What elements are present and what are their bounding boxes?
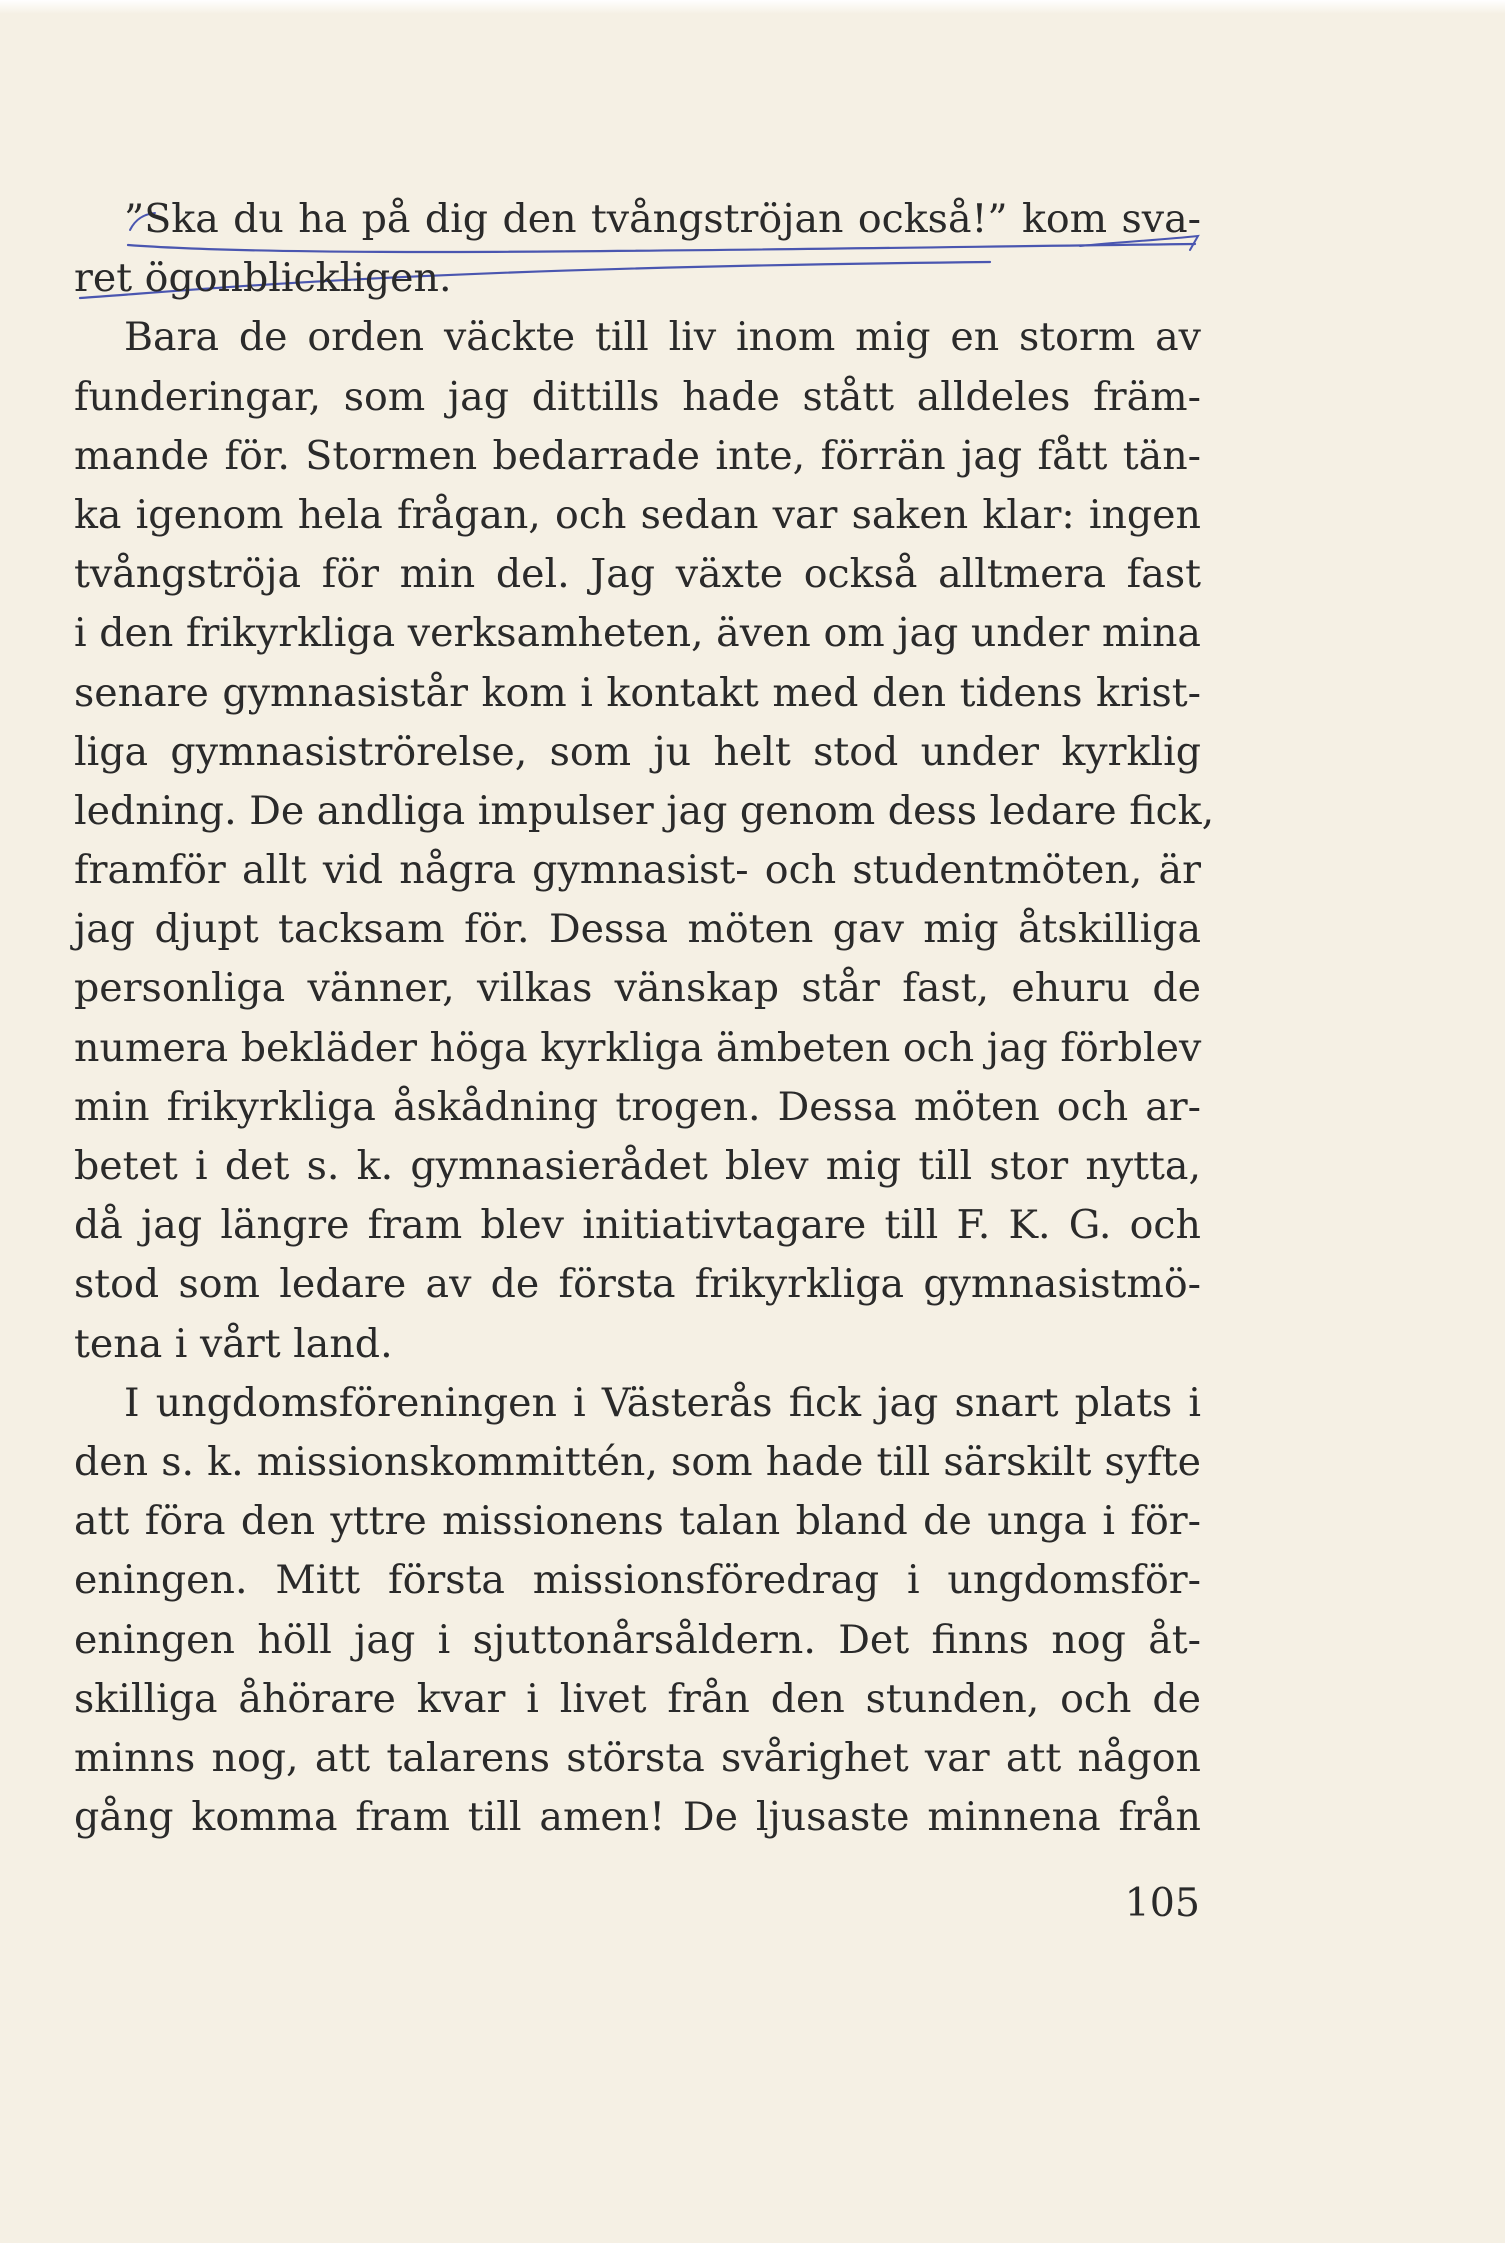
text-line: eningen höll jag i sjuttonårsåldern. Det finns nog åt- xyxy=(74,1616,1201,1663)
text-line: min frikyrkliga åskådning trogen. Dessa möten och ar- xyxy=(74,1083,1201,1130)
text-line: jag djupt tacksam för. Dessa möten gav mig åtskilliga xyxy=(74,906,1201,953)
text-line: funderingar, som jag dittills hade stått alldeles främ- xyxy=(74,373,1201,420)
text-line: senare gymnasistår kom i kontakt med den tidens krist- xyxy=(74,669,1201,716)
text-line: då jag längre fram blev initiativtagare till F. K. G. och xyxy=(74,1202,1201,1249)
text-line: numera bekläder höga kyrkliga ämbeten och jag förblev xyxy=(74,1024,1202,1071)
text-line: betet i det s. k. gymnasierådet blev mig till stor nytta, xyxy=(74,1143,1201,1189)
text-line: stod som ledare av de första frikyrkliga gymnasistmö- xyxy=(74,1261,1201,1308)
text-line: personliga vänner, vilkas vänskap står fast, ehuru de xyxy=(74,965,1201,1012)
text-line: framför allt vid några gymnasist- och studentmöten, är xyxy=(74,847,1201,894)
text-line: ledning. De andliga impulser jag genom dess ledare fick, xyxy=(74,787,1215,834)
text-line: minns nog, att talarens största svårighet var att någon xyxy=(74,1734,1201,1781)
text-line: ret ögonblickligen. xyxy=(74,255,452,302)
text-line: den s. k. missionskommittén, som hade till särskilt syfte xyxy=(74,1438,1201,1485)
text-line: mande för. Stormen bedarrade inte, förrän jag fått tän- xyxy=(74,432,1201,479)
page-number: 105 xyxy=(1124,1880,1200,1926)
text-line: att föra den yttre missionens talan bland de unga i för- xyxy=(74,1498,1201,1545)
text-line: ka igenom hela frågan, och sedan var saken klar: ingen xyxy=(74,491,1201,538)
text-line: I ungdomsföreningen i Västerås fick jag snart plats i xyxy=(124,1379,1201,1426)
text-line: ”Ska du ha på dig den tvångströjan också!” kom sva- xyxy=(124,196,1201,242)
text-line: tena i vårt land. xyxy=(74,1320,393,1367)
text-line: tvångströja för min del. Jag växte också alltmera fast xyxy=(74,551,1201,598)
text-line: eningen. Mitt första missionsföredrag i ungdomsför- xyxy=(74,1557,1201,1604)
text-line: i den frikyrkliga verksamheten, även om jag under mina xyxy=(74,610,1201,657)
text-line: skilliga åhörare kvar i livet från den stunden, och de xyxy=(74,1675,1201,1722)
text-line: gång komma fram till amen! De ljusaste minnena från xyxy=(74,1794,1201,1841)
body-text xyxy=(74,190,1215,1847)
text-line: liga gymnasiströrelse, som ju helt stod under kyrklig xyxy=(74,728,1201,775)
text-line: Bara de orden väckte till liv inom mig en storm av xyxy=(124,314,1201,361)
